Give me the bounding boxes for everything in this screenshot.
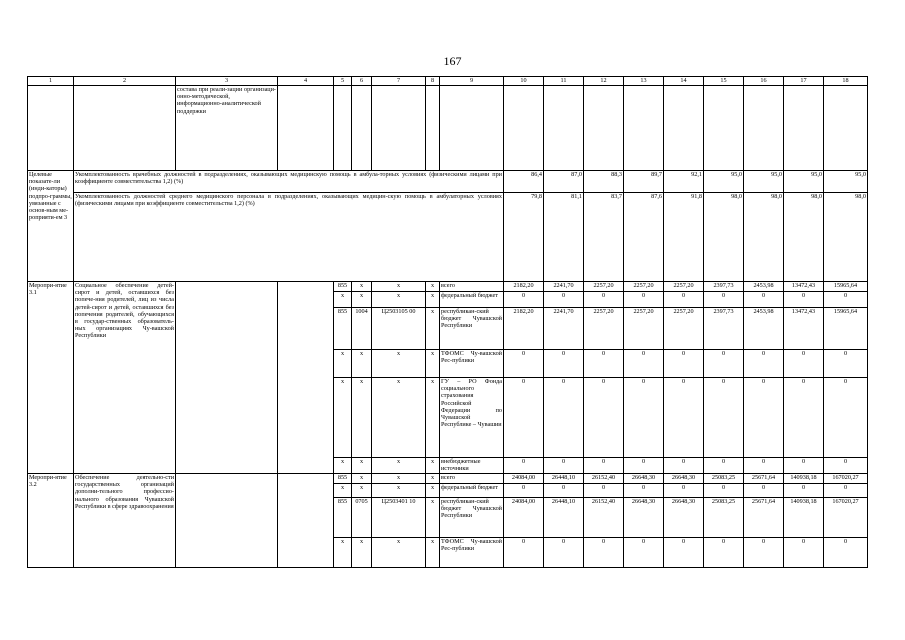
- amount-value: 13472,43: [784, 308, 824, 350]
- empty-cell: [176, 474, 278, 568]
- amount-value: 0: [664, 538, 704, 568]
- amount-value: 0: [784, 458, 824, 474]
- page-number: 167: [443, 54, 462, 68]
- indicator-value: 92,1: [664, 171, 704, 193]
- amount-value: 0: [624, 292, 664, 308]
- amount-value: 0: [544, 350, 584, 378]
- amount-value: 0: [744, 292, 784, 308]
- amount-value: 2257,20: [624, 282, 664, 292]
- amount-value: 0: [624, 350, 664, 378]
- target-article-cell: x: [372, 378, 426, 458]
- amount-value: 0: [624, 484, 664, 498]
- amount-value: 26152,40: [584, 474, 624, 484]
- column-number: 10: [504, 77, 544, 86]
- section-code-cell: x: [352, 292, 372, 308]
- column-number: 9: [440, 77, 504, 86]
- amount-value: 0: [664, 484, 704, 498]
- amount-value: 0: [584, 350, 624, 378]
- measure-name: Обеспечение деятельно-сти государственных организаций дополни-тельного профессио-нального образования Чувашской Республики в сфере здравоохранения: [74, 474, 176, 568]
- amount-value: 0: [784, 484, 824, 498]
- indicator-value: 81,1: [544, 193, 584, 282]
- target-article-cell: x: [372, 350, 426, 378]
- budget-code-cell: x: [334, 458, 352, 474]
- funding-source: республикан-ский бюджет Чувашской Республики: [440, 308, 504, 350]
- amount-value: 0: [664, 350, 704, 378]
- section-code-cell: 1004: [352, 308, 372, 350]
- column-number: 18: [824, 77, 868, 86]
- expense-type-cell: x: [426, 538, 440, 568]
- budget-code-cell: x: [334, 538, 352, 568]
- column-number: 3: [176, 77, 278, 86]
- amount-value: 0: [624, 458, 664, 474]
- amount-value: 0: [744, 350, 784, 378]
- funding-source: федеральный бюджет: [440, 484, 504, 498]
- column-number-row: [28, 77, 868, 86]
- budget-code-cell: x: [334, 350, 352, 378]
- indicator-value: 91,8: [664, 193, 704, 282]
- amount-value: 24084,00: [504, 498, 544, 538]
- indicator-value: 98,0: [784, 193, 824, 282]
- amount-value: 26648,30: [624, 498, 664, 538]
- expense-type-cell: x: [426, 474, 440, 484]
- target-article-cell: x: [372, 458, 426, 474]
- indicator-value: 86,4: [504, 171, 544, 193]
- amount-value: 24084,00: [504, 474, 544, 484]
- column-number: 13: [624, 77, 664, 86]
- section-code-cell: x: [352, 350, 372, 378]
- indicator-value: 98,0: [744, 193, 784, 282]
- measure-row: [28, 282, 868, 292]
- indicator-value: 89,7: [624, 171, 664, 193]
- amount-value: 0: [824, 538, 868, 568]
- expense-type-cell: x: [426, 350, 440, 378]
- amount-value: 25671,64: [744, 474, 784, 484]
- column-number: 5: [334, 77, 352, 86]
- target-article-cell: Ц2503105 00: [372, 308, 426, 350]
- expense-type-cell: x: [426, 458, 440, 474]
- indicator-value: 79,8: [504, 193, 544, 282]
- amount-value: 2257,20: [584, 308, 624, 350]
- amount-value: 0: [824, 292, 868, 308]
- section-code-cell: x: [352, 458, 372, 474]
- indicator-value: 95,0: [704, 171, 744, 193]
- funding-source: федеральный бюджет: [440, 292, 504, 308]
- amount-value: 0: [544, 458, 584, 474]
- amount-value: 26448,10: [544, 474, 584, 484]
- amount-value: 2257,20: [624, 308, 664, 350]
- amount-value: 0: [544, 538, 584, 568]
- amount-value: 0: [544, 378, 584, 458]
- empty-cell: [278, 282, 334, 474]
- budget-code-cell: 855: [334, 498, 352, 538]
- column-number: 4: [278, 77, 334, 86]
- empty-cell: [278, 474, 334, 568]
- indicator-row: [28, 171, 868, 193]
- amount-value: 0: [504, 458, 544, 474]
- budget-code-cell: x: [334, 484, 352, 498]
- section-code-cell: x: [352, 282, 372, 292]
- amount-value: 0: [584, 378, 624, 458]
- continuation-text: состава при реали-зации организаци-онно-методической, информационно-аналитической поддержки: [176, 86, 278, 171]
- expense-type-cell: x: [426, 378, 440, 458]
- amount-value: 2182,20: [504, 308, 544, 350]
- amount-value: 0: [624, 538, 664, 568]
- continuation-row: [28, 86, 868, 171]
- amount-value: 0: [664, 458, 704, 474]
- amount-value: 25671,64: [744, 498, 784, 538]
- target-article-cell: x: [372, 474, 426, 484]
- column-number: 12: [584, 77, 624, 86]
- amount-value: 0: [584, 484, 624, 498]
- measure-label: Меропри-ятие 3.1: [28, 282, 74, 474]
- amount-value: 0: [624, 378, 664, 458]
- indicator-value: 88,3: [584, 171, 624, 193]
- empty-cell: [176, 282, 278, 474]
- target-article-cell: Ц2503401 10: [372, 498, 426, 538]
- funding-source: всего: [440, 474, 504, 484]
- amount-value: 26648,30: [664, 498, 704, 538]
- indicator-value: 98,0: [704, 193, 744, 282]
- amount-value: 0: [664, 378, 704, 458]
- amount-value: 25083,25: [704, 498, 744, 538]
- column-number: 16: [744, 77, 784, 86]
- funding-source: внебюджетные источники: [440, 458, 504, 474]
- amount-value: 26648,30: [624, 474, 664, 484]
- amount-value: 15965,64: [824, 282, 868, 292]
- amount-value: 167020,27: [824, 498, 868, 538]
- amount-value: 0: [824, 458, 868, 474]
- amount-value: 2453,98: [744, 282, 784, 292]
- indicator-value: 83,7: [584, 193, 624, 282]
- funding-source: ГУ – РО Фонда социального страхования Российской Федерации по Чувашской Республике – Чувашии: [440, 378, 504, 458]
- column-number: 8: [426, 77, 440, 86]
- amount-value: 0: [664, 292, 704, 308]
- amount-value: 167020,27: [824, 474, 868, 484]
- amount-value: 0: [704, 484, 744, 498]
- amount-value: 0: [824, 484, 868, 498]
- indicator-value: 87,0: [544, 171, 584, 193]
- amount-value: 0: [504, 350, 544, 378]
- column-number: 14: [664, 77, 704, 86]
- target-article-cell: x: [372, 538, 426, 568]
- amount-value: 0: [584, 538, 624, 568]
- amount-value: 2397,73: [704, 282, 744, 292]
- amount-value: 0: [784, 292, 824, 308]
- amount-value: 0: [824, 378, 868, 458]
- indicator-value: 98,0: [824, 193, 868, 282]
- target-article-cell: x: [372, 484, 426, 498]
- amount-value: 0: [744, 378, 784, 458]
- section-code-cell: x: [352, 378, 372, 458]
- section-code-cell: x: [352, 538, 372, 568]
- amount-value: 2257,20: [584, 282, 624, 292]
- amount-value: 2397,73: [704, 308, 744, 350]
- amount-value: 0: [704, 538, 744, 568]
- amount-value: 0: [744, 484, 784, 498]
- amount-value: 0: [584, 458, 624, 474]
- budget-code-cell: 855: [334, 308, 352, 350]
- section-code-cell: 0705: [352, 498, 372, 538]
- amount-value: 0: [504, 378, 544, 458]
- amount-value: 0: [704, 378, 744, 458]
- indicator-text: Укомплектованность должностей среднего медицинского персонала в подразделениях, оказывающих медицин-скую помощь в амбулаторных условиях (физическими лицами при коэффициенте совместительства 1,2) (%): [74, 193, 504, 282]
- amount-value: 140938,18: [784, 474, 824, 484]
- amount-value: 0: [784, 378, 824, 458]
- funding-source: ТФОМС Чу-вашской Рес-публики: [440, 538, 504, 568]
- amount-value: 2257,20: [664, 308, 704, 350]
- indicator-value: 95,0: [824, 171, 868, 193]
- funding-source: всего: [440, 282, 504, 292]
- budget-code-cell: x: [334, 378, 352, 458]
- amount-value: 0: [544, 484, 584, 498]
- amount-value: 140938,18: [784, 498, 824, 538]
- amount-value: 2241,70: [544, 282, 584, 292]
- column-number: 1: [28, 77, 74, 86]
- indicator-value: 95,0: [784, 171, 824, 193]
- measure-label: Меропри-ятие 3.2: [28, 474, 74, 568]
- budget-code-cell: 855: [334, 282, 352, 292]
- amount-value: 0: [504, 484, 544, 498]
- amount-value: 0: [784, 538, 824, 568]
- funding-source: ТФОМС Чу-вашской Рес-публики: [440, 350, 504, 378]
- expense-type-cell: x: [426, 498, 440, 538]
- amount-value: 0: [584, 292, 624, 308]
- amount-value: 0: [704, 292, 744, 308]
- amount-value: 0: [784, 350, 824, 378]
- measure-name: Социальное обеспечение детей-сирот и детей, оставшихся без попече-ния родителей, лиц из числа детей-сирот и детей, оставшихся без попечения родителей, обучающихся в государ-ственных образователь-ных организациях Чу-вашской Республики: [74, 282, 176, 474]
- column-number: 11: [544, 77, 584, 86]
- column-number: 15: [704, 77, 744, 86]
- amount-value: 0: [824, 350, 868, 378]
- target-article-cell: x: [372, 292, 426, 308]
- budget-table: [27, 76, 868, 568]
- budget-code-cell: x: [334, 292, 352, 308]
- amount-value: 13472,43: [784, 282, 824, 292]
- amount-value: 0: [704, 350, 744, 378]
- amount-value: 0: [704, 458, 744, 474]
- amount-value: 0: [744, 458, 784, 474]
- amount-value: 2241,70: [544, 308, 584, 350]
- amount-value: 0: [744, 538, 784, 568]
- column-number: 2: [74, 77, 176, 86]
- column-number: 7: [372, 77, 426, 86]
- budget-code-cell: 855: [334, 474, 352, 484]
- amount-value: 2453,98: [744, 308, 784, 350]
- section-code-cell: x: [352, 474, 372, 484]
- amount-value: 0: [504, 292, 544, 308]
- amount-value: 2257,20: [664, 282, 704, 292]
- funding-source: республикан-ский бюджет Чувашской Республики: [440, 498, 504, 538]
- indicator-row: [28, 193, 868, 282]
- indicator-value: 95,0: [744, 171, 784, 193]
- amount-value: 26448,10: [544, 498, 584, 538]
- expense-type-cell: x: [426, 292, 440, 308]
- measure-row: [28, 474, 868, 484]
- column-number: 17: [784, 77, 824, 86]
- indicator-value: 87,6: [624, 193, 664, 282]
- amount-value: 0: [504, 538, 544, 568]
- column-number: 6: [352, 77, 372, 86]
- section-code-cell: x: [352, 484, 372, 498]
- amount-value: 26648,30: [664, 474, 704, 484]
- indicator-text: Укомплектованность врачебных должностей в подразделениях, оказывающих медицинскую помощь в амбула-торных условиях (физическими лицами при коэффициенте совместительства 1,2) (%): [74, 171, 504, 193]
- expense-type-cell: x: [426, 484, 440, 498]
- amount-value: 0: [544, 292, 584, 308]
- amount-value: 26152,40: [584, 498, 624, 538]
- targets-label: Целевые показате-ли (инди-каторы) подпро-граммы, увязанные с основ-ным ме-роприяти-ем 3: [28, 171, 74, 282]
- amount-value: 25083,25: [704, 474, 744, 484]
- expense-type-cell: x: [426, 308, 440, 350]
- target-article-cell: x: [372, 282, 426, 292]
- amount-value: 2182,20: [504, 282, 544, 292]
- amount-value: 15965,64: [824, 308, 868, 350]
- expense-type-cell: x: [426, 282, 440, 292]
